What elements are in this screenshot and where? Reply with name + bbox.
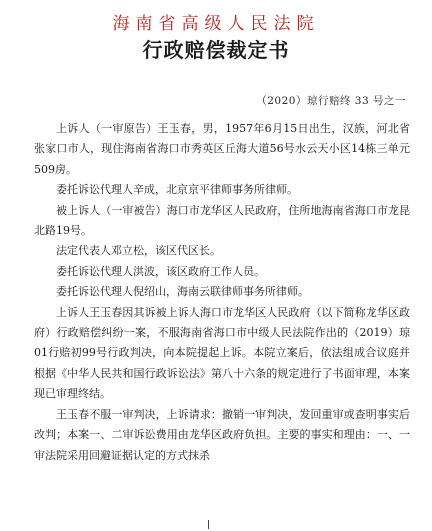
page-edge-mark: [208, 520, 209, 529]
document-title: 行政赔偿裁定书: [142, 38, 290, 62]
paragraph-appellee-agent-1: 委托诉讼代理人洪波，该区政府工作人员。: [56, 264, 265, 278]
paragraph-appeal-request: 王玉春不服一审判决，上诉请求：撤销一审判决，发回重审或查明事实后改判；本案一、二审诉讼费用由龙华区政府负担。主要的事实和理由：一、一审法院采用回避证据认定的方式抹杀: [34, 407, 410, 462]
paragraph-appellee-agent-2: 委托诉讼代理人倪绍山，海南云联律师事务所律师。: [56, 285, 309, 299]
court-name: 海南省高级人民法院: [112, 14, 320, 34]
paragraph-appellant: 上诉人（一审原告）王玉春，男，1957年6月15日出生，汉族，河北省张家口市人，现住海南省海口市秀英区丘海大道56号水云天小区14栋三单元509房。: [34, 122, 410, 176]
document-body: [34, 119, 410, 466]
paragraph-appellee: 被上诉人（一审被告）海口市龙华区人民政府，住所地海南省海口市龙昆北路19号。: [34, 203, 410, 238]
case-number: （2020）琼行赔终 33 号之一: [256, 95, 406, 107]
paragraph-legal-representative: 法定代表人邓立松，该区代区长。: [56, 244, 221, 258]
paragraph-case-background: 上诉人王玉春因其诉被上诉人海口市龙华区人民政府（以下简称龙华区政府）行政赔偿纠纷一案，不服海南省海口市中级人民法院作出的（2019）琼01行赔初99号行政判决，向本院提起上诉。本院立案后，依法组成合议庭并根据《中华人民共和国行政诉讼法》第八十六条的规定进行了书面审理，本案现已审理终结。: [34, 305, 410, 401]
paragraph-appellant-agent: 委托诉讼代理人辛成，北京京平律师事务所律师。: [56, 183, 298, 197]
